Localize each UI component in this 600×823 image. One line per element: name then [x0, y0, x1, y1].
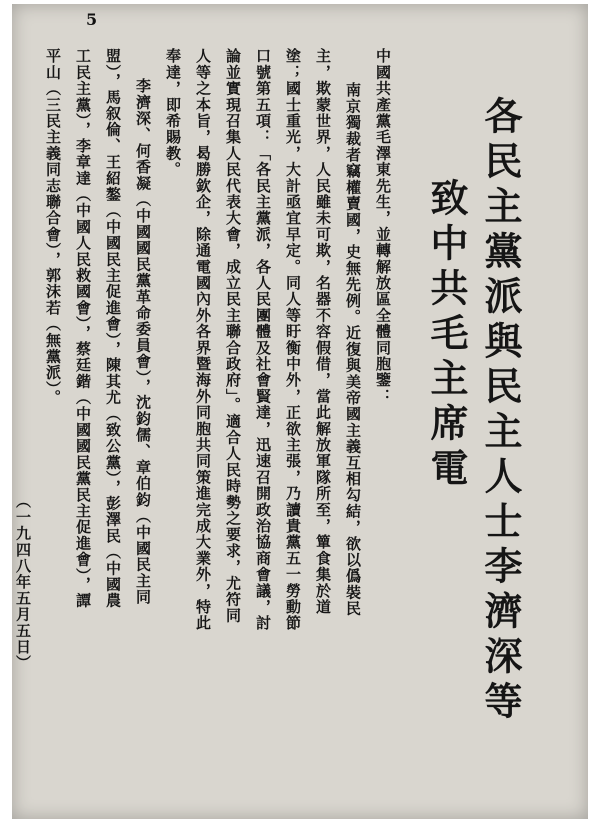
document-title: 各民主黨派與民主人士李濟深等 [478, 96, 523, 726]
signatory-line: 盟），馬叙倫、王紹鏊（中國民主促進會），陳其尤（致公黨），彭澤民（中國農 [104, 48, 122, 609]
telegram-body [14, 48, 398, 778]
signatory-line: 李濟深、何香凝（中國國民黨革命委員會），沈鈞儒、章伯鈞（中國民主同 [134, 78, 152, 606]
signatory-line: 平山（三民主義同志聯合會），郭沫若（無黨派）。 [44, 48, 62, 406]
body-line: 人等之本旨，曷勝欽企，除通電國內外各界暨海外同胞共同策進完成大業外，特此 [194, 48, 212, 632]
page-number: 5 [86, 10, 98, 29]
body-line: 口號第五項：「各民主黨派，各人民團體及社會賢達，迅速召開政治協商會議，討 [254, 48, 272, 632]
signatory-line: 工民主黨），李章達（中國人民救國會），蔡廷鍇（中國國民黨民主促進會），譚 [74, 48, 92, 609]
body-line: 主，欺蒙世界，人民雖未可欺，名器不容假借，當此解放軍隊所至，簞食集於道 [314, 48, 332, 615]
body-line: 南京獨裁者竊權賣國，史無先例。近復與美帝國主義互相勾結，欲以僞裝民 [344, 82, 362, 617]
body-line: 塗；國士重光，大計亟宜早定。同人等盱衡中外，正欲主張，乃讀貴黨五一勞動節 [284, 48, 302, 632]
body-line: 論並實現召集人民代表大會，成立民主聯合政府」。適合人民時勢之要求，尤符同 [224, 48, 242, 624]
date-line: （一九四八年五月五日） [14, 493, 32, 672]
salutation-line: 中國共產黨毛澤東先生，並轉解放區全體同胞鑒： [374, 48, 392, 405]
body-line: 奉達，即希賜教。 [164, 48, 182, 178]
document-subtitle: 致中共毛主席電 [424, 178, 469, 493]
